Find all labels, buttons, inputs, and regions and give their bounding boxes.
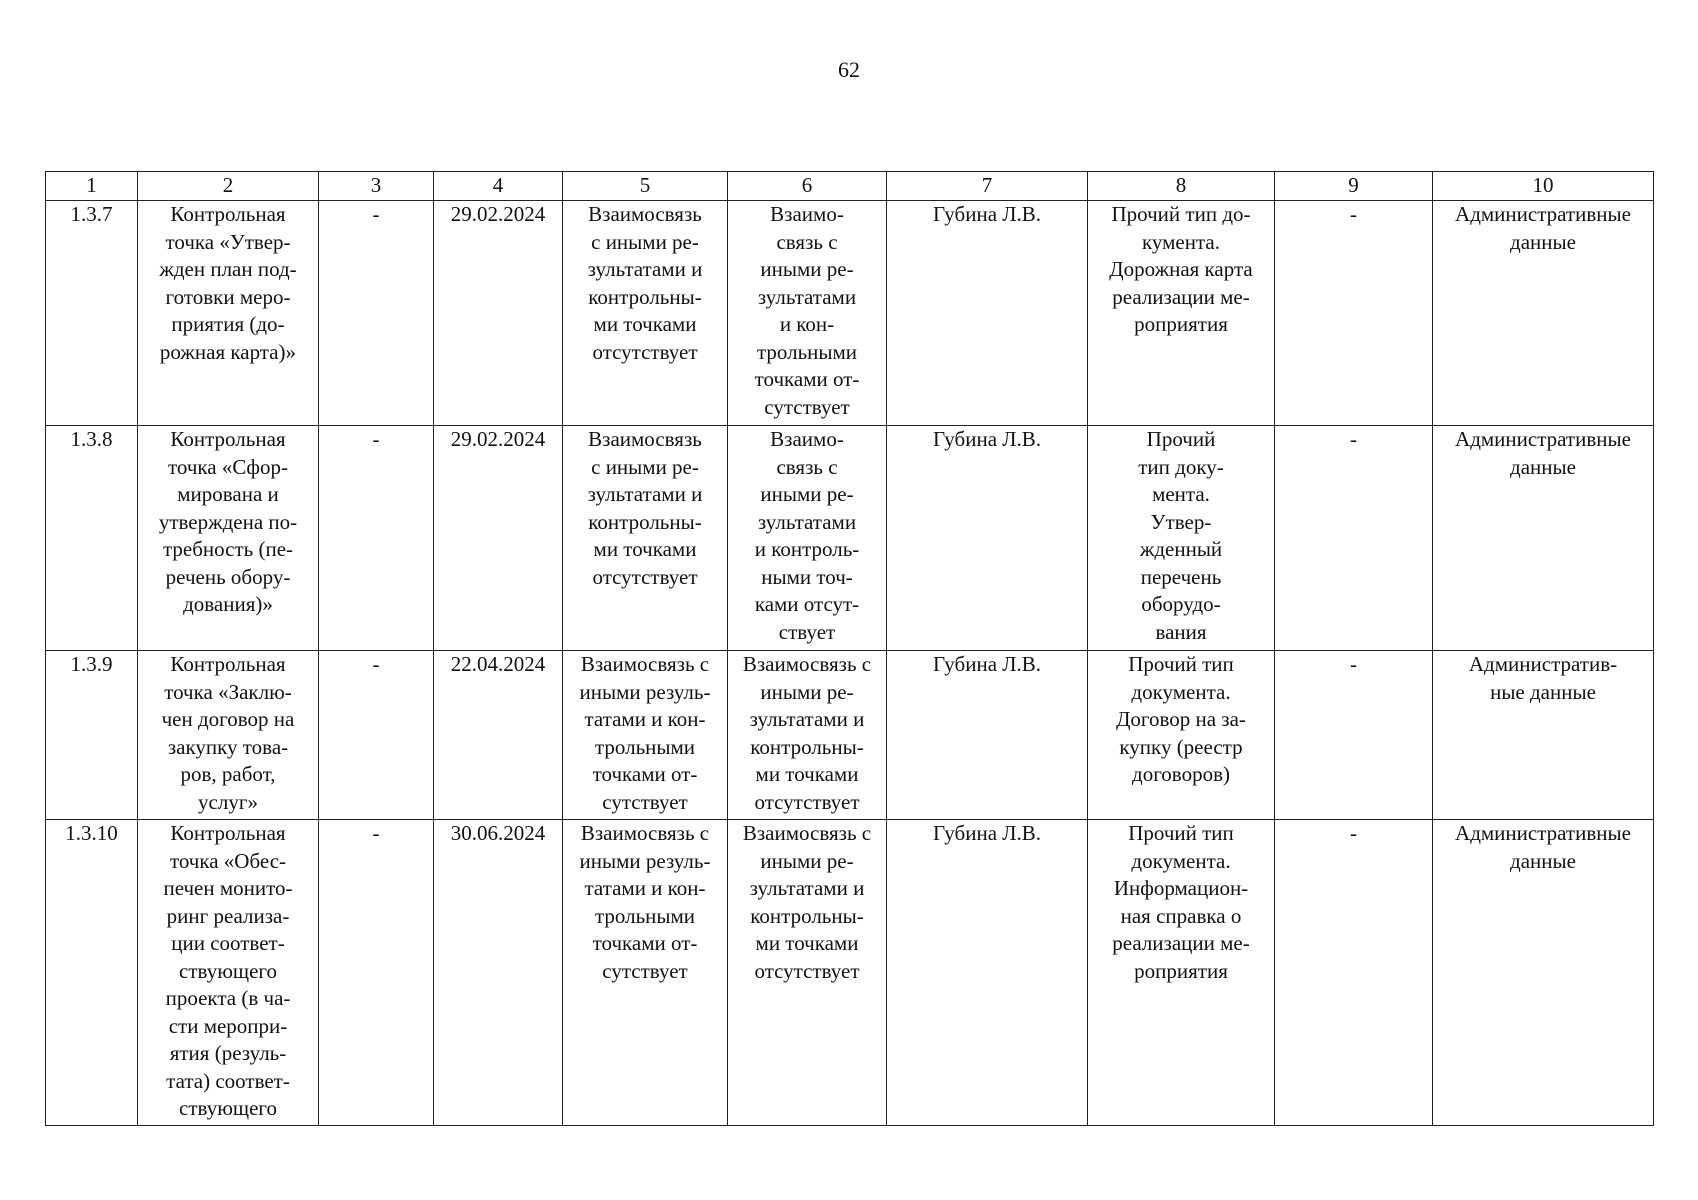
column-9-cell: - [1275,651,1433,820]
column-6-cell: Взаимосвязь с иными ре- зультатами и контрольны- ми точками отсутствует [728,820,887,1126]
control-point-name-cell: Контрольная точка «Заклю- чен договор на закупку това- ров, работ, услуг» [138,651,319,820]
date-cell: 30.06.2024 [434,820,563,1126]
date-cell: 22.04.2024 [434,651,563,820]
document-type-cell: Прочий тип документа. Договор на за- купку (реестр договоров) [1088,651,1275,820]
column-3-cell: - [319,426,434,651]
date-cell: 29.02.2024 [434,201,563,426]
responsible-cell: Губина Л.В. [887,201,1088,426]
column-header-8: 8 [1088,172,1275,201]
row-number-cell: 1.3.9 [46,651,138,820]
table-row [46,820,1654,1126]
column-6-cell: Взаимо- связь с иными ре- зультатами и контроль- ными точ- ками отсут- ствует [728,426,887,651]
responsible-cell: Губина Л.В. [887,426,1088,651]
data-source-cell: Административные данные [1433,820,1654,1126]
column-header-10: 10 [1433,172,1654,201]
column-header-6: 6 [728,172,887,201]
column-3-cell: - [319,201,434,426]
column-header-4: 4 [434,172,563,201]
column-header-7: 7 [887,172,1088,201]
document-type-cell: Прочий тип доку- мента. Утвер- жденный перечень оборудо- вания [1088,426,1275,651]
column-5-cell: Взаимосвязь с иными резуль- татами и кон- трольными точками от- сутствует [563,651,728,820]
column-6-cell: Взаимо- связь с иными ре- зультатами и кон- трольными точками от- сутствует [728,201,887,426]
column-header-1: 1 [46,172,138,201]
column-header-3: 3 [319,172,434,201]
control-point-name-cell: Контрольная точка «Обес- печен монито- ринг реализа- ции соответ- ствующего проекта (в ча- сти меропри- ятия (резуль- тата) соответ- ствующего [138,820,319,1126]
control-point-name-cell: Контрольная точка «Утвер- жден план под- готовки меро- приятия (до- рожная карта)» [138,201,319,426]
control-point-name-cell: Контрольная точка «Сфор- мирована и утверждена по- требность (пе- речень обору- дования)» [138,426,319,651]
table-row [46,426,1654,651]
page-number: 62 [838,57,860,82]
data-source-cell: Административные данные [1433,201,1654,426]
control-points-table [45,171,1654,1126]
column-9-cell: - [1275,201,1433,426]
table-row [46,651,1654,820]
column-6-cell: Взаимосвязь с иными ре- зультатами и контрольны- ми точками отсутствует [728,651,887,820]
column-9-cell: - [1275,820,1433,1126]
column-5-cell: Взаимосвязь с иными резуль- татами и кон- трольными точками от- сутствует [563,820,728,1126]
data-source-cell: Административ- ные данные [1433,651,1654,820]
column-5-cell: Взаимосвязь с иными ре- зультатами и контрольны- ми точками отсутствует [563,426,728,651]
row-number-cell: 1.3.10 [46,820,138,1126]
header-row [46,172,1654,201]
column-3-cell: - [319,820,434,1126]
column-header-5: 5 [563,172,728,201]
table-row [46,201,1654,426]
column-5-cell: Взаимосвязь с иными ре- зультатами и контрольны- ми точками отсутствует [563,201,728,426]
document-type-cell: Прочий тип до- кумента. Дорожная карта реализации ме- роприятия [1088,201,1275,426]
column-3-cell: - [319,651,434,820]
document-type-cell: Прочий тип документа. Информацион- ная справка о реализации ме- роприятия [1088,820,1275,1126]
date-cell: 29.02.2024 [434,426,563,651]
data-source-cell: Административные данные [1433,426,1654,651]
column-9-cell: - [1275,426,1433,651]
column-header-9: 9 [1275,172,1433,201]
column-header-2: 2 [138,172,319,201]
responsible-cell: Губина Л.В. [887,651,1088,820]
row-number-cell: 1.3.7 [46,201,138,426]
responsible-cell: Губина Л.В. [887,820,1088,1126]
row-number-cell: 1.3.8 [46,426,138,651]
